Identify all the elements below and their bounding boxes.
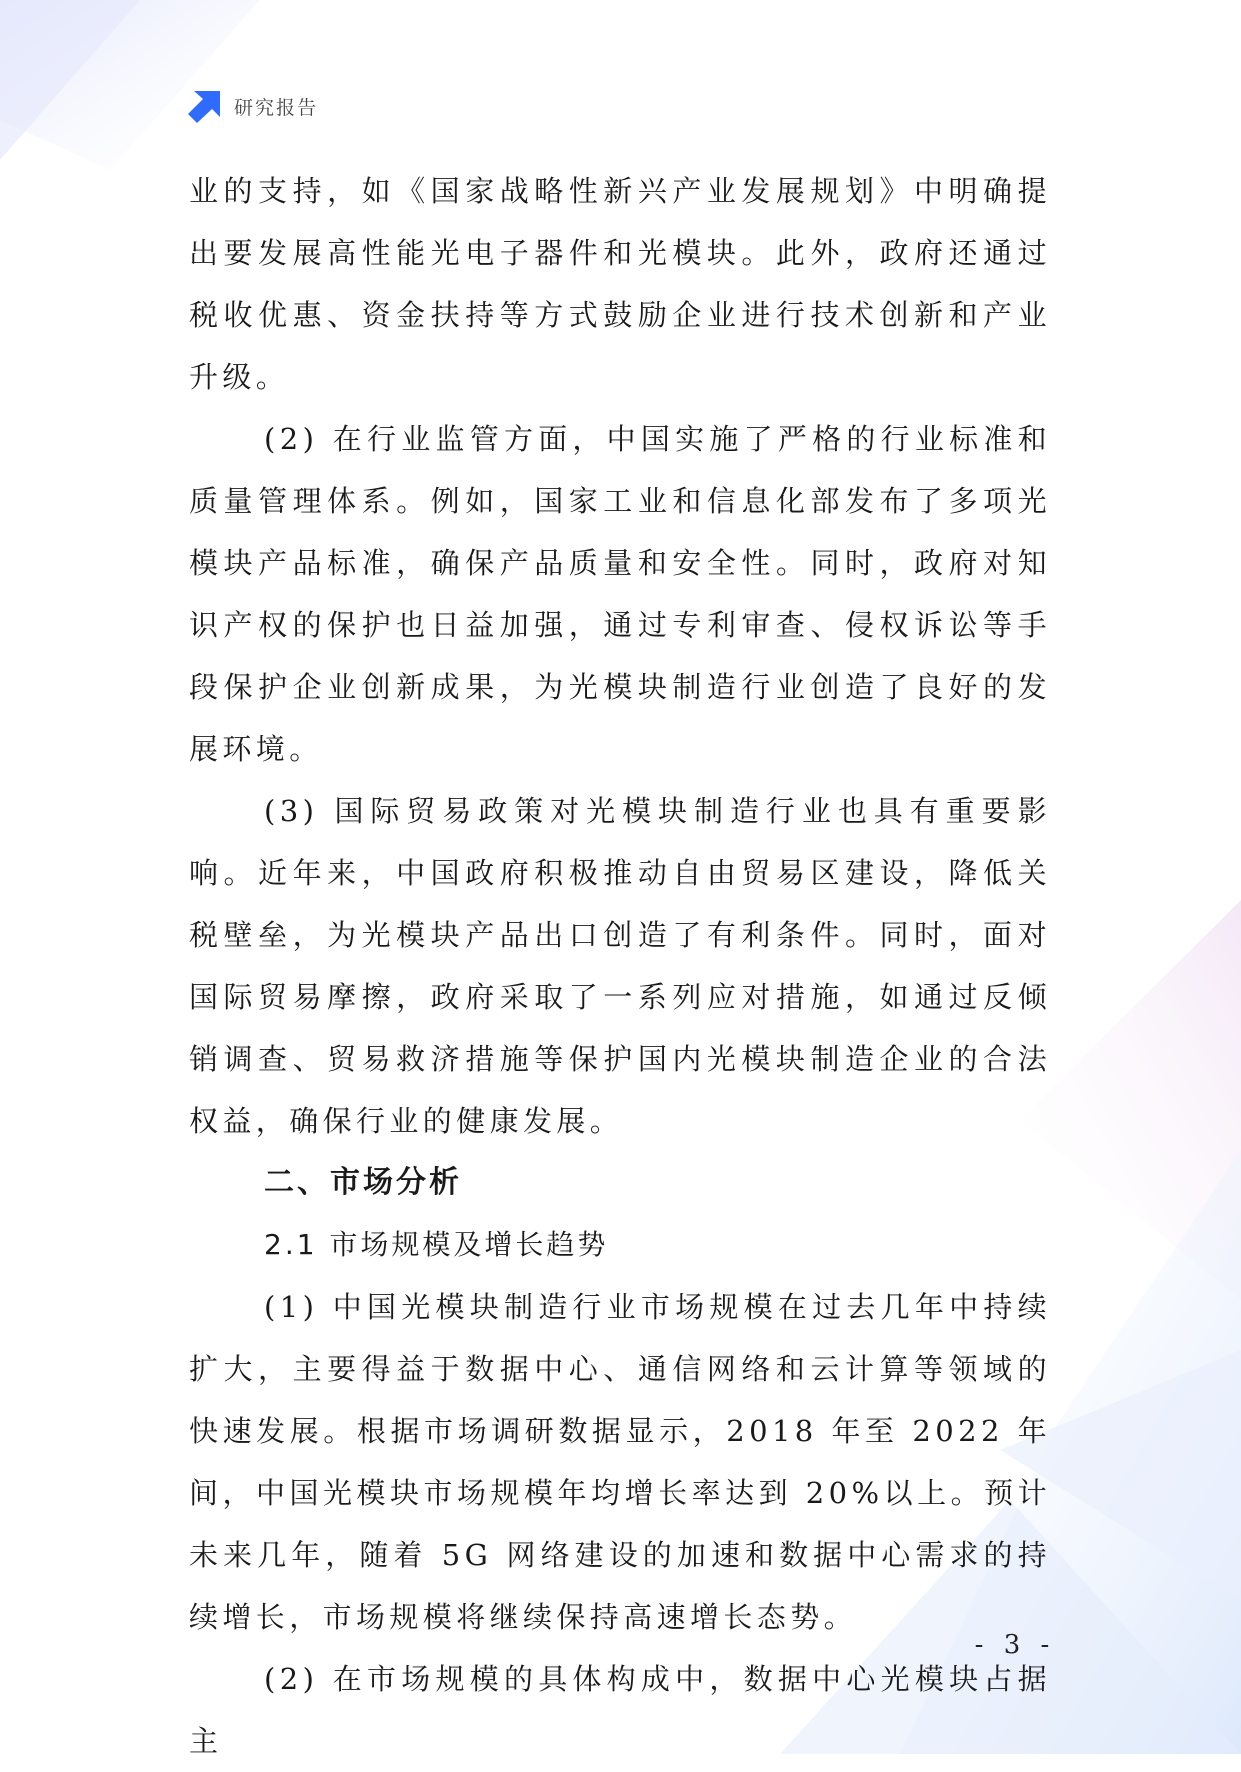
subsection-heading: 2.1 市场规模及增长趋势 <box>264 1228 609 1261</box>
page-number: - 3 - <box>974 1630 1056 1660</box>
arrow-up-right-icon <box>188 89 222 123</box>
paragraph: (1) 中国光模块制造行业市场规模在过去几年中持续扩大，主要得益于数据中心、通信网络和云计算等领域的快速发展。根据市场调研数据显示，2018 年至 2022 年间，中国光模块市场规模年均增长率达到 20%以上。预计未来几年，随着 5G 网络建设的加速和数据中心需求的持续增长，市场规模将继续保持高速增长态势。 <box>189 1290 1051 1634</box>
paragraph: (2) 在市场规模的具体构成中，数据中心光模块占据主 <box>189 1662 1051 1758</box>
header-title: 研究报告 <box>234 96 319 119</box>
paragraph-continued: 业的支持，如《国家战略性新兴产业发展规划》中明确提出要发展高性能光电子器件和光模块。此外，政府还通过税收优惠、资金扶持等方式鼓励企业进行技术创新和产业升级。 <box>189 174 1051 394</box>
paragraph: (2) 在行业监管方面，中国实施了严格的行业标准和质量管理体系。例如，国家工业和信息化部发布了多项光模块产品标准，确保产品质量和安全性。同时，政府对知识产权的保护也日益加强，通过专利审查、侵权诉讼等手段保护企业创新成果，为光模块制造行业创造了良好的发展环境。 <box>189 422 1051 766</box>
report-header <box>188 88 318 124</box>
paragraph: (3) 国际贸易政策对光模块制造行业也具有重要影响。近年来，中国政府积极推动自由贸易区建设，降低关税壁垒，为光模块产品出口创造了有利条件。同时，面对国际贸易摩擦，政府采取了一系列应对措施，如通过反倾销调查、贸易救济措施等保护国内光模块制造企业的合法权益，确保行业的健康发展。 <box>189 794 1051 1138</box>
document-body <box>189 160 1051 1772</box>
section-heading: 二、市场分析 <box>264 1165 462 1200</box>
